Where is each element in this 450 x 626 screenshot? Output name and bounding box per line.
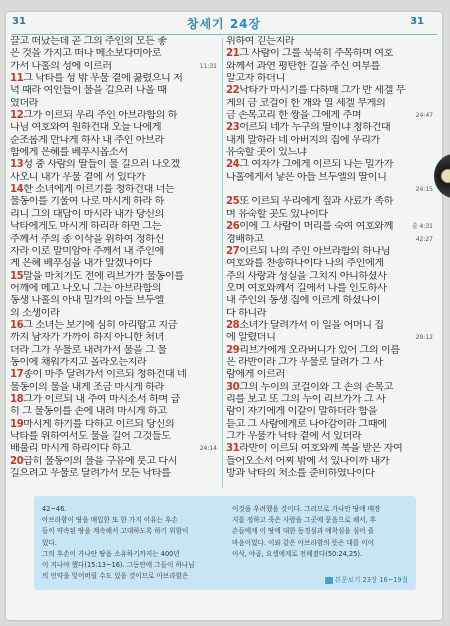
verse-line (10, 382, 217, 394)
cross-reference: 11:31 (199, 62, 217, 70)
page-number-right: 31 (410, 16, 424, 27)
verse-line (226, 135, 433, 147)
verse-number: 15 (10, 270, 24, 282)
verse-text: 마시게 하기를 다하고 이르되 당신의 (23, 418, 175, 430)
verse-text: 게 은혜 베푸심을 내가 알겠나이다 (10, 258, 152, 270)
verse-line (226, 73, 433, 85)
verse-number: 29 (226, 344, 240, 356)
verse-number: 14 (10, 184, 24, 196)
verse-line (10, 48, 217, 60)
verse-line (226, 369, 433, 381)
verse-text: 리니 그의 대답이 마시라 내가 당신의 (10, 208, 164, 220)
verse-number: 13 (10, 159, 24, 171)
commentary-line: 마음이었다. 이와 같은 아브라함의 뜻은 대를 이어 (232, 538, 375, 547)
verse-text: 방과 낙타의 처소를 준비하였나이다 (226, 468, 375, 480)
verse-text: 이에 그 사람이 머리를 숙여 여호와께 (239, 221, 393, 233)
verse-text: 이르되 네가 누구의 딸이냐 청하건대 (239, 122, 391, 134)
reference-marker-icon (325, 577, 333, 584)
verse-text: 며 유숙할 곳도 있나이다 (226, 208, 328, 220)
commentary-box (34, 496, 416, 590)
commentary-line: 42~46. (42, 505, 67, 513)
commentary-line: 아브라함이 땅을 매입한 또 한 가지 이유는 후손 (42, 516, 178, 525)
verse-text: 그가 이르되 내 주여 마시소서 하며 급 (23, 393, 180, 405)
verse-line (226, 271, 433, 283)
cross-reference: 24:47 (415, 112, 433, 120)
verse-line (226, 221, 433, 233)
cross-reference: 24:14 (199, 445, 217, 453)
verse-text: 리를 보고 또 그의 누이 리브가가 그 사 (226, 393, 386, 405)
verse-number: 18 (10, 393, 24, 405)
verse-text: 동이에 채워가지고 올라오는지라 (10, 356, 147, 368)
verse-text: 주의 사랑과 성실을 그치지 아니하셨사 (226, 270, 387, 282)
verse-text: 또 이르되 우리에게 짚과 사료가 족하 (239, 196, 393, 208)
verse-line (226, 443, 433, 455)
verse-text: 낙타가 마시기를 다하매 그가 반 세겔 무 (239, 85, 406, 97)
verse-number: 24 (226, 159, 240, 171)
verse-text: 은 라반이라 그가 우물로 달려가 그 사 (226, 356, 383, 368)
commentary-reference-text: 본문보기 23장 16~19절 (334, 576, 408, 584)
verse-line (226, 456, 433, 468)
verse-line (10, 221, 217, 233)
verse-text: 급히 물동이의 물을 구유에 붓고 다시 (23, 455, 177, 467)
verse-text: 이르되 나의 주인 아브라함의 하나님 (239, 245, 391, 257)
verse-text: 의 소생이라 (10, 307, 60, 319)
verse-text: 그 낙타를 성 밖 우물 곁에 꿇렸으니 저 (23, 73, 183, 85)
verse-line (10, 431, 217, 443)
verse-text: 나홀에게서 낳은 아들 브두엘의 딸이니 (226, 171, 387, 183)
verse-text: 리브가에게 오라버니가 있어 그의 이름 (239, 344, 400, 356)
verse-line (226, 48, 433, 60)
verse-number: 11 (10, 73, 24, 85)
cross-reference: 24:15 (415, 186, 433, 194)
commentary-line: 이것을 우려했을 것이다. 그러므로 가나안 땅에 매장 (232, 505, 381, 513)
verse-line (226, 172, 433, 184)
verse-text: 길으려고 우물로 달려가서 모든 낙타를 (10, 468, 171, 480)
commentary-column-left (42, 504, 218, 582)
verse-line (226, 295, 433, 307)
verse-text: 내게 말하라 네 아버지의 집에 우리가 (226, 134, 380, 146)
verse-line (10, 369, 217, 381)
verse-text: 어깨에 메고 나오니 그는 아브라함의 (10, 282, 162, 294)
verse-line (226, 431, 433, 443)
commentary-line: 이 지나야 했다(15:13~16). 그동안에 그들이 하나님 (42, 560, 195, 569)
column-divider (222, 38, 223, 488)
verse-line (10, 172, 217, 184)
verse-line (10, 308, 217, 320)
verse-number: 20 (10, 455, 24, 467)
verse-text: 여호와를 찬송하나이다 나의 주인에게 (226, 258, 384, 270)
verse-text: 유숙할 곳이 있느냐 (226, 147, 307, 159)
verse-text: 위하여 긷는지라 (226, 36, 295, 47)
page-number-left: 31 (12, 16, 26, 27)
verse-line (226, 283, 433, 295)
verse-line (10, 122, 217, 134)
verse-line (10, 209, 217, 221)
verse-text: 소녀가 달려가서 이 일을 어머니 집 (239, 319, 384, 331)
verse-line (226, 122, 433, 134)
verse-text: 한 소녀에게 이르기를 청하건대 너는 (23, 184, 175, 196)
verse-text: 성 중 사람의 딸들이 물 길으러 나오겠 (23, 159, 180, 171)
verse-text: 주께서 주의 종 이삭을 위하여 정하신 (10, 233, 164, 245)
verse-line (10, 85, 217, 97)
verse-text: 낙타를 위하여서도 물을 길어 그것들도 (10, 431, 171, 442)
verse-line (226, 320, 433, 332)
verse-number: 19 (10, 418, 24, 430)
verse-line (10, 320, 217, 332)
verse-text: 금 손목고리 한 쌍을 그에게 주며 (226, 110, 362, 122)
verse-text: 끌고 떠났는데 곧 그의 주인의 모든 좋 (10, 36, 167, 47)
verse-line (10, 406, 217, 418)
verse-line (226, 419, 433, 431)
verse-text: 함에게 은혜를 베푸시옵소서 (10, 147, 128, 159)
verse-line (10, 36, 217, 48)
commentary-line: 었다. (42, 538, 57, 547)
verse-text: 람에게 이르러 (226, 369, 285, 381)
verse-line (10, 159, 217, 171)
verse-line (10, 456, 217, 468)
verse-line (226, 234, 433, 246)
commentary-reference (325, 574, 408, 584)
verse-line (10, 357, 217, 369)
chapter-title: 창세기 24장 (186, 17, 262, 31)
verse-line (226, 406, 433, 418)
verse-line (226, 196, 433, 208)
verse-text: 게의 금 코걸이 한 개와 열 세겔 무게의 (226, 97, 386, 109)
verse-number: 16 (10, 319, 24, 331)
verse-line (10, 419, 217, 431)
verse-line (226, 110, 433, 122)
verse-line (226, 147, 433, 159)
verse-text: 그 사람이 그를 묵묵히 주목하며 여호 (239, 48, 393, 60)
commentary-line: 의 언약을 잊어버릴 수도 있을 것이므로 아브라함은 (42, 572, 189, 581)
verse-line (10, 184, 217, 196)
verse-text: 내 주인의 동생 집에 이르게 하셨나이 (226, 295, 380, 307)
verse-text: 가서 나홀의 성에 이르러 (10, 60, 112, 72)
verse-number: 21 (226, 48, 240, 60)
commentary-line: 손들에게 이 땅에 대한 동경심과 애착심을 심어 줄 (232, 527, 375, 536)
verse-number: 26 (226, 221, 240, 233)
verse-text: 히 그 물동이를 손에 내려 마시게 하고 (10, 406, 167, 418)
commentary-line: 이삭, 야곱, 요셉에게로 전해졌다(50:24,25). (232, 549, 363, 558)
verse-line (226, 468, 433, 480)
verse-text: 그 여자가 그에게 이르되 나는 밀가가 (239, 159, 393, 171)
verse-line (10, 73, 217, 85)
verse-text: 배불리 마시게 하리이다 하고 (10, 443, 131, 455)
verse-text: 와께서 과연 평탄한 길을 주신 여부를 (226, 60, 380, 72)
verse-text: 다 하니라 (226, 307, 267, 319)
verse-text: 그가 이르되 우리 주인 아브라함의 하 (23, 110, 177, 122)
verse-line (226, 184, 433, 196)
verse-line (10, 61, 217, 73)
verse-text: 람이 자기에게 이같이 말하더라 함을 (226, 406, 378, 418)
verse-text: 더라 그가 우물로 내려가서 물을 그 물 (10, 344, 167, 356)
verse-text: 녁 때라 여인들이 물을 길으러 나올 때 (10, 85, 167, 97)
page-header (6, 12, 442, 36)
verse-line (10, 468, 217, 480)
verse-line (10, 271, 217, 283)
verse-number: 23 (226, 122, 240, 134)
verse-line (226, 159, 433, 171)
verse-line (226, 61, 433, 73)
verse-text: 종이 마주 달려가서 이르되 청하건대 네 (23, 369, 187, 381)
cross-reference: 29:12 (415, 334, 433, 342)
verse-line (10, 258, 217, 270)
verse-text: 순조롭게 만나게 하사 내 주인 아브라 (10, 134, 164, 146)
verse-text: 사오니 내가 우물 곁에 서 있다가 (10, 171, 146, 183)
verse-text: 알고자 하더니 (226, 73, 285, 85)
verse-line (226, 246, 433, 258)
verse-number: 30 (226, 381, 240, 393)
verse-line (10, 135, 217, 147)
verse-text: 라반이 이르되 여호와께 복을 받은 자여 (239, 443, 403, 455)
verse-text: 였더라 (10, 97, 39, 109)
verse-line (10, 443, 217, 455)
cross-reference: 42:27 (415, 235, 433, 243)
verse-line (10, 196, 217, 208)
commentary-column-right (232, 504, 408, 560)
verse-text: 듣고 그 사람에게로 나아감이라 그때에 (226, 418, 387, 430)
verse-line (226, 98, 433, 110)
verse-line (226, 209, 433, 221)
verse-text: 물동이의 물을 내게 조금 마시게 하라 (10, 381, 164, 393)
verse-number: 17 (10, 369, 24, 381)
verse-number: 28 (226, 319, 240, 331)
verse-text: 은 것을 가지고 떠나 메소보다미아로 (10, 48, 162, 60)
verse-number: 22 (226, 85, 240, 97)
verse-line (226, 394, 433, 406)
verse-line (226, 36, 433, 48)
verse-line (10, 110, 217, 122)
verse-line (226, 382, 433, 394)
verse-text: 자라 이로 말미암아 주께서 내 주인에 (10, 245, 164, 257)
verse-line (10, 394, 217, 406)
commentary-line: 들이 약속된 땅을 계속해서 고대하도록 하기 위함이 (42, 527, 189, 536)
header-rule (11, 34, 437, 35)
verse-text: 오며 여호와께서 길에서 나를 인도하사 (226, 282, 387, 294)
verse-text: 그의 누이의 코걸이와 그 손의 손목고 (239, 381, 393, 393)
verse-line (226, 85, 433, 97)
verse-line (10, 147, 217, 159)
verse-line (10, 345, 217, 357)
verse-text: 나님 여호와여 원하건대 오늘 나에게 (10, 122, 162, 134)
verse-line (10, 98, 217, 110)
verse-text: 물동이를 기울여 나로 마시게 하라 하 (10, 196, 164, 208)
verse-number: 12 (10, 110, 24, 122)
verse-text: 그가 우물가 낙타 곁에 서 있더라 (226, 431, 362, 442)
verse-line (10, 332, 217, 344)
verse-line (10, 283, 217, 295)
text-column-right (226, 36, 433, 480)
verse-number: 25 (226, 196, 240, 208)
verse-text: 말을 마치기도 전에 리브가가 물동이를 (23, 270, 184, 282)
verse-line (10, 246, 217, 258)
verse-text: 동생 나홀의 아내 밀가의 아들 브두엘 (10, 295, 164, 307)
verse-text: 낙타에게도 마시게 하리라 하면 그는 (10, 221, 162, 233)
verse-line (10, 234, 217, 246)
verse-line (10, 295, 217, 307)
verse-text: 경배하고 (226, 233, 264, 245)
cross-reference: 출 4:31 (411, 223, 433, 231)
bible-page (6, 12, 442, 620)
verse-number: 27 (226, 245, 240, 257)
commentary-line: 지를 정하고 죽은 사람을 그곳에 묻음으로 해서, 후 (232, 516, 377, 525)
commentary-line: 그의 후손이 가나안 땅을 소유하기까지는 400년 (42, 549, 180, 558)
verse-text: 그 소녀는 보기에 심히 아리땁고 지금 (23, 319, 177, 331)
verse-line (226, 308, 433, 320)
verse-line (226, 345, 433, 357)
verse-line (226, 332, 433, 344)
verse-line (226, 357, 433, 369)
verse-line (226, 258, 433, 270)
verse-text: 들어오소서 어찌 밖에 서 있나이까 내가 (226, 455, 390, 467)
verse-number: 31 (226, 443, 240, 455)
verse-text: 에 알렸더니 (226, 332, 276, 344)
verse-text: 까지 남자가 가까이 하지 아니한 처녀 (10, 332, 164, 344)
text-column-left (10, 36, 217, 480)
